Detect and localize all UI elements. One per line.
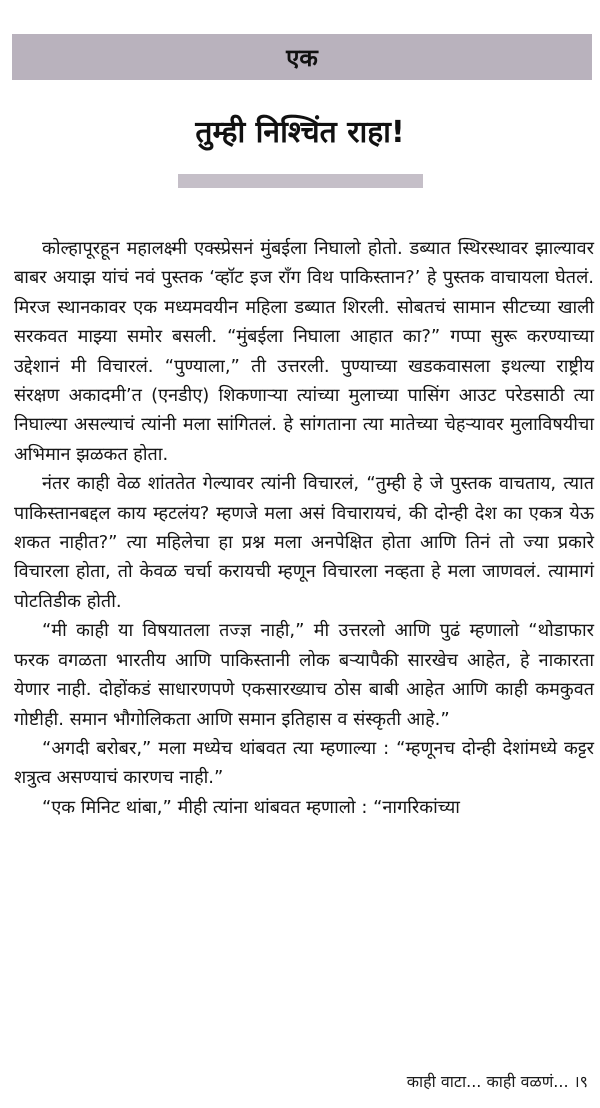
chapter-number-band xyxy=(12,34,592,80)
paragraph: “एक मिनिट थांबा,” मीही त्यांना थांबवत म्हणालो : “नागरिकांच्या xyxy=(42,796,460,818)
paragraph: “मी काही या विषयातला तज्ज्ञ नाही,” मी उत्तरलो आणि पुढं म्हणालो “थोडाफार फरक वगळता भारतीय आणि पाकिस्तानी लोक बऱ्यापैकी सारखेच आहेत, हे नाकारता येणार नाही. दोहोंकडं साधारणपणे एकसारख्याच ठोस बाबी आहेत आणि काही कमकुवत गोष्टीही. समान भौगोलिकता आणि समान इतिहास व संस्कृती आहे.” xyxy=(14,620,594,730)
page-footer: काही वाटा... काही वळणं... ।९ xyxy=(406,1072,588,1091)
chapter-title: तुम्ही निश्चिंत राहा! xyxy=(195,115,405,150)
chapter-number: एक xyxy=(286,43,318,72)
title-underline-bar xyxy=(178,174,423,188)
paragraph: “अगदी बरोबर,” मला मध्येच थांबवत त्या म्हणाल्या : “म्हणूनच दोन्ही देशांमध्ये कट्टर शत्रुत्व असण्याचं कारणच नाही.” xyxy=(14,737,594,789)
body-text xyxy=(14,234,594,822)
paragraph: कोल्हापूरहून महालक्ष्मी एक्स्प्रेसनं मुंबईला निघालो होतो. डब्यात स्थिरस्थावर झाल्यावर बाबर अयाझ यांचं नवं पुस्तक ‘व्हॉट इज राँग विथ पाकिस्तान?’ हे पुस्तक वाचायला घेतलं. मिरज स्थानकावर एक मध्यमवयीन महिला डब्यात शिरली. सोबतचं सामान सीटच्या खाली सरकवत माझ्या समोर बसली. “मुंबईला निघाला आहात का?” गप्पा सुरू करण्याच्या उद्देशानं मी विचारलं. “पुण्याला,” ती उत्तरली. पुण्याच्या खडकवासला इथल्या राष्ट्रीय संरक्षण अकादमी’त (एनडीए) शिकणाऱ्या त्यांच्या मुलाच्या पासिंग आउट परेडसाठी त्या निघाल्या असल्याचं त्यांनी मला सांगितलं. हे सांगताना त्या मातेच्या चेहऱ्यावर मुलाविषयीचा अभिमान झळकत होता. xyxy=(14,238,594,465)
paragraph: नंतर काही वेळ शांततेत गेल्यावर त्यांनी विचारलं, “तुम्ही हे जे पुस्तक वाचताय, त्यात पाकिस्तानबद्दल काय म्हटलंय? म्हणजे मला असं विचारायचं, की दोन्ही देश का एकत्र येऊ शकत नाहीत?” त्या महिलेचा हा प्रश्न मला अनपेक्षित होता आणि तिनं तो ज्या प्रकारे विचारला होता, तो केवळ चर्चा करायची म्हणून विचारला नव्हता हे मला जाणवलं. त्यामागं पोटतिडीक होती. xyxy=(14,473,594,612)
